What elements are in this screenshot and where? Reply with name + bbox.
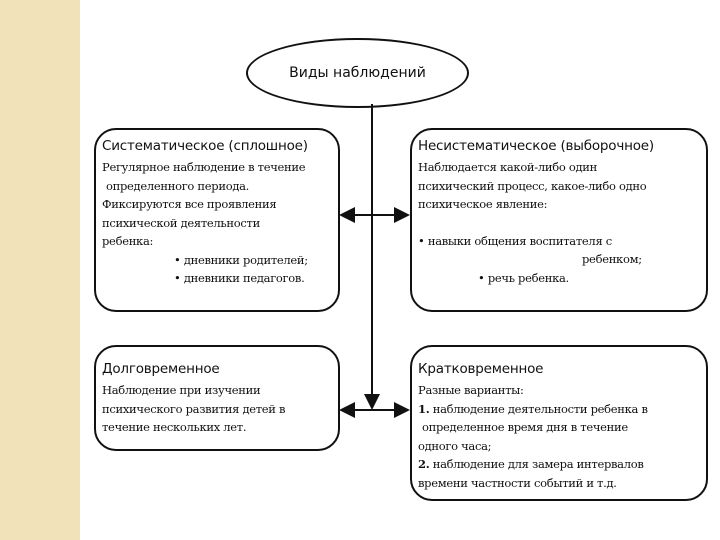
box-line: • дневники педагогов. [174, 271, 305, 285]
box-line [418, 400, 702, 419]
box-line [418, 214, 702, 232]
box-heading: Систематическое (сплошное) [102, 138, 308, 154]
box-line: Наблюдается какой-либо один [418, 160, 597, 174]
box-line: течение нескольких лет. [102, 420, 247, 434]
box-line: ребенка: [102, 234, 154, 248]
box-line: Разные варианты: [418, 383, 524, 397]
box-line: Фиксируются все проявления [102, 197, 277, 211]
box-line: • дневники родителей; [174, 252, 308, 267]
root-node [246, 38, 469, 108]
box-line: времени частности событий и т.д. [418, 475, 617, 490]
box-line: определенное время дня в течение [422, 420, 628, 434]
box-line: • речь ребенка. [478, 270, 569, 285]
box-line [418, 455, 702, 474]
box-line: одного часа; [418, 438, 492, 453]
box-heading: Долговременное [102, 361, 220, 377]
box-line: • навыки общения воспитателя с [418, 233, 612, 248]
box-line: ребенком; [582, 252, 642, 266]
item-number: 1. [418, 401, 430, 416]
box-line: психической деятельности [102, 215, 260, 230]
box-line: Регулярное наблюдение в течение [102, 160, 306, 174]
item-text: наблюдение деятельности ребенка в [429, 401, 648, 416]
box-heading: Несистематическое (выборочное) [418, 138, 654, 154]
box-line: психического развития детей в [102, 401, 286, 416]
box-line: Наблюдение при изучении [102, 383, 261, 397]
box-long-term [94, 345, 340, 451]
item-number: 2. [418, 457, 430, 471]
box-heading: Кратковременное [418, 361, 544, 377]
box-line: определенного периода. [106, 178, 250, 193]
box-line: психическое явление: [418, 197, 548, 211]
box-nonsystematic [410, 128, 708, 312]
box-short-term [410, 345, 708, 501]
item-text: наблюдение для замера интервалов [429, 457, 644, 471]
box-line: психический процесс, какое-либо одно [418, 178, 647, 193]
box-systematic [94, 128, 340, 312]
root-title: Виды наблюдений [289, 65, 426, 81]
